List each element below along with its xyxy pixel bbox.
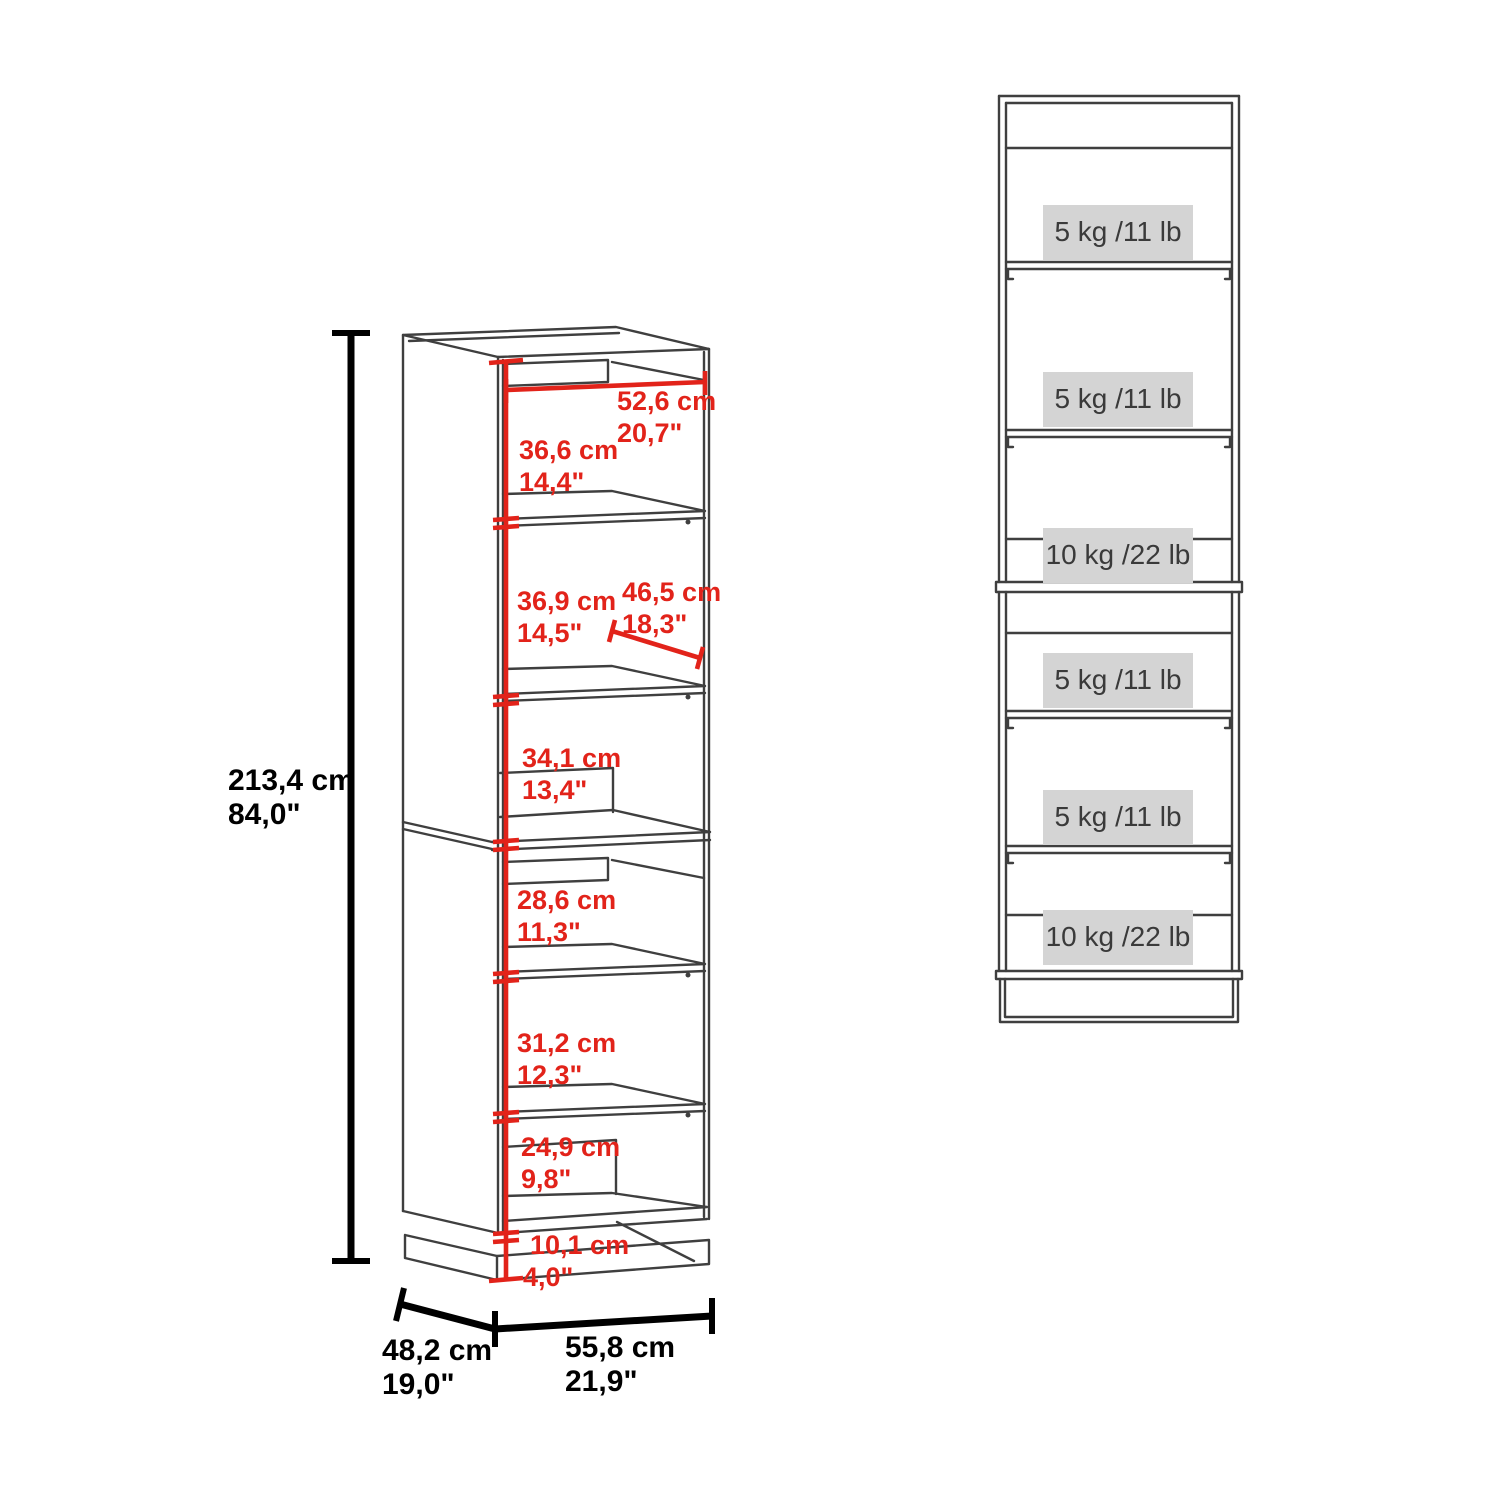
height-dimension bbox=[228, 333, 370, 1261]
dim-c3-cm: 34,1 cm bbox=[522, 743, 622, 773]
dim-plinth-cm: 10,1 cm bbox=[530, 1230, 630, 1260]
dim-top-width-cm: 52,6 cm bbox=[617, 386, 717, 416]
dim-height-in: 84,0" bbox=[228, 798, 301, 831]
plinth bbox=[1000, 979, 1238, 1022]
shelf-pin bbox=[686, 973, 691, 978]
capacity-label-5: 5 kg /11 lb bbox=[1054, 801, 1182, 832]
top-board bbox=[999, 96, 1239, 103]
dim-c4-cm: 28,6 cm bbox=[517, 885, 617, 915]
shelf-b bbox=[1006, 430, 1232, 447]
capacity-label-2: 5 kg /11 lb bbox=[1054, 383, 1182, 414]
bottom-board bbox=[503, 1193, 707, 1233]
dim-width-cm: 55,8 cm bbox=[565, 1331, 676, 1364]
dim-c6-cm: 24,9 cm bbox=[521, 1132, 621, 1162]
dim-depth-in: 19,0" bbox=[382, 1368, 455, 1401]
top-face bbox=[403, 327, 709, 357]
dim-c2-cm: 36,9 cm bbox=[517, 586, 617, 616]
upper-bottom-board bbox=[492, 810, 710, 850]
shelf-a bbox=[1006, 262, 1232, 279]
shelf-3 bbox=[503, 944, 705, 979]
shelf-c bbox=[1006, 711, 1232, 728]
rail-front-face bbox=[503, 360, 608, 386]
dim-c1-cm: 36,6 cm bbox=[519, 435, 619, 465]
dim-shelf-depth-in: 18,3" bbox=[622, 609, 688, 639]
dim-c5-cm: 31,2 cm bbox=[517, 1028, 617, 1058]
shelf-surface bbox=[503, 666, 705, 701]
dim-c2-in: 14,5" bbox=[517, 618, 583, 648]
dim-plinth-in: 4,0" bbox=[523, 1262, 574, 1292]
capacity-labels bbox=[1043, 205, 1193, 965]
shelf-surface bbox=[503, 944, 705, 979]
dim-c1-in: 14,4" bbox=[519, 467, 585, 497]
lower-top-rail bbox=[503, 858, 704, 884]
rail-front-face bbox=[503, 858, 608, 884]
unit-junction bbox=[403, 810, 710, 850]
junction-board bbox=[996, 582, 1242, 592]
plinth-left-side bbox=[405, 1235, 497, 1280]
back-panel-top-edge bbox=[612, 362, 704, 380]
depth-line bbox=[400, 1304, 495, 1329]
shelf-d bbox=[1006, 846, 1232, 863]
side-panels bbox=[999, 96, 1239, 582]
shelf-pin bbox=[686, 1113, 691, 1118]
right-front-view bbox=[996, 96, 1242, 1022]
side-bottom-edge bbox=[403, 1211, 498, 1233]
capacity-label-1: 5 kg /11 lb bbox=[1054, 216, 1182, 247]
dim-c4-in: 11,3" bbox=[517, 917, 581, 947]
dim-shelf-depth-cm: 46,5 cm bbox=[622, 577, 722, 607]
capacity-label-4: 5 kg /11 lb bbox=[1054, 664, 1182, 695]
dim-c6-in: 9,8" bbox=[521, 1164, 572, 1194]
dim-top-width-in: 20,7" bbox=[617, 418, 683, 448]
dim-width-in: 21,9" bbox=[565, 1365, 638, 1398]
overall-dimensions bbox=[228, 333, 712, 1401]
capacity-label-3: 10 kg /22 lb bbox=[1045, 539, 1191, 570]
dim-c3-in: 13,4" bbox=[522, 775, 588, 805]
dim-height-cm: 213,4 cm bbox=[228, 764, 355, 797]
dim-c5-in: 12,3" bbox=[517, 1060, 583, 1090]
width-line bbox=[495, 1316, 712, 1329]
depth-dimension bbox=[382, 1288, 495, 1401]
shelf-2 bbox=[503, 666, 705, 701]
upper-unit bbox=[999, 96, 1239, 582]
shelf-pin bbox=[686, 520, 691, 525]
shelf-pin bbox=[686, 695, 691, 700]
side-bottom-edges bbox=[403, 822, 492, 849]
dim-depth-cm: 48,2 cm bbox=[382, 1334, 493, 1367]
capacity-label-6: 10 kg /22 lb bbox=[1045, 921, 1191, 952]
width-dimension bbox=[495, 1298, 712, 1398]
bottom-board bbox=[996, 971, 1242, 979]
back-panel-top-edge bbox=[612, 860, 704, 878]
